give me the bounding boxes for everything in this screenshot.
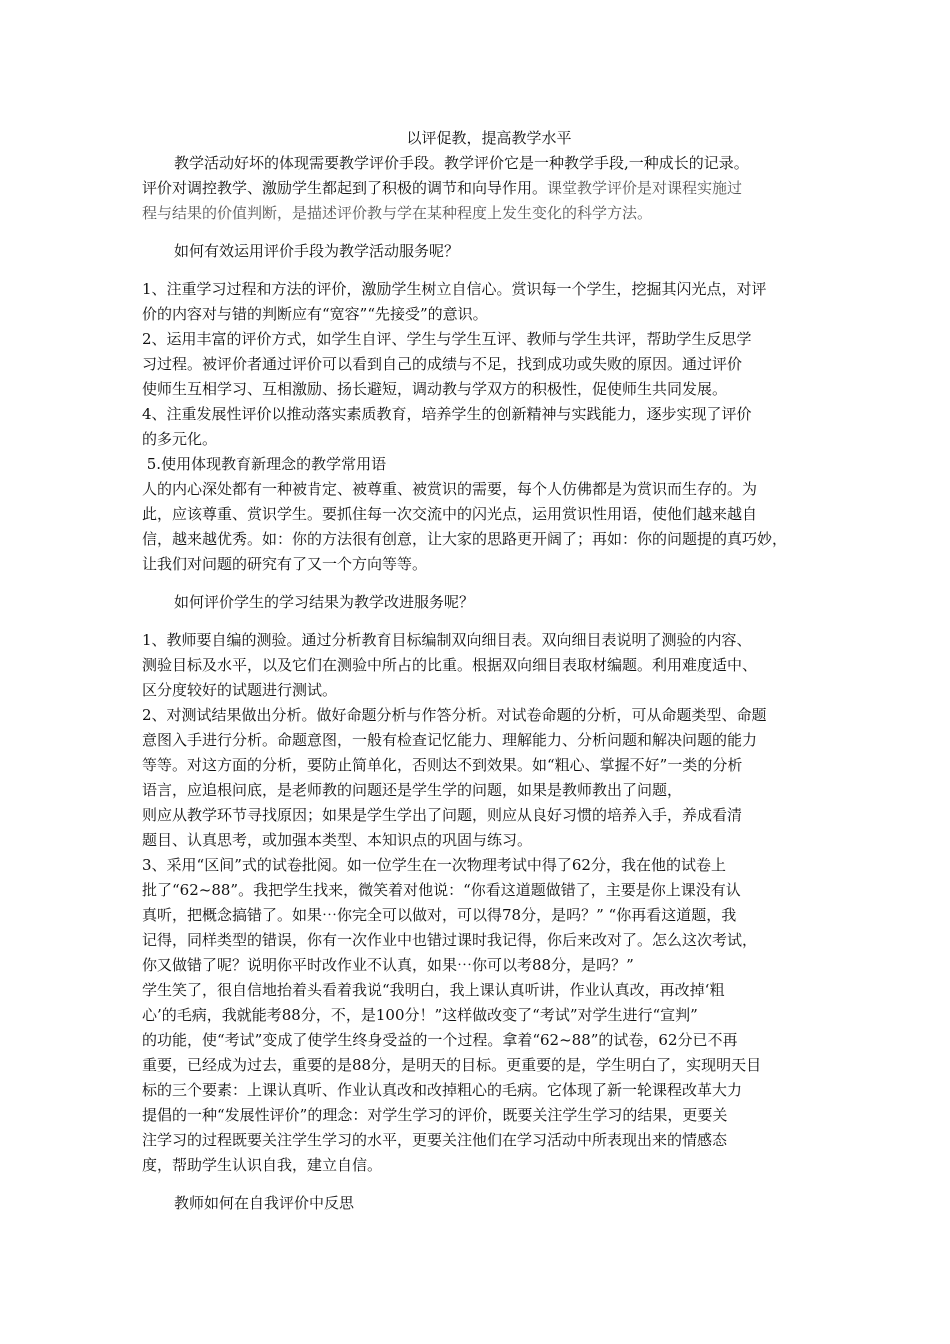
- body-line: 2、对测试结果做出分析。做好命题分析与作答分析。对试卷命题的分析，可从命题类型、命题: [142, 706, 767, 724]
- body-line: 人的内心深处都有一种被肯定、被尊重、被赏识的需要，每个人仿佛都是为赏识而生存的。为: [142, 480, 758, 498]
- body-line: 提倡的一种“发展性评价”的理念：对学生学习的评价，既要关注学生学习的结果，更要关: [142, 1106, 728, 1124]
- intro-text-gray: 课堂教学评价是对课程实施过: [547, 179, 743, 197]
- body-line: 真听，把概念搞错了。如果⋯你完全可以做对，可以得78分，是吗？” “你再看这道题，我: [142, 906, 737, 924]
- section-heading: 如何有效运用评价手段为教学活动服务呢？: [174, 242, 460, 260]
- body-line: 重要，已经成为过去，重要的是88分，是明天的目标。更重要的是，学生明白了，实现明天目: [142, 1056, 762, 1074]
- intro-line: 程与结果的价值判断，是描述评价教与学在某种程度上发生变化的科学方法。: [142, 204, 653, 222]
- body-line: 则应从教学环节寻找原因；如果是学生学出了问题，则应从良好习惯的培养入手，养成看清: [142, 806, 743, 824]
- body-line: 注学习的过程既要关注学生学习的水平，更要关注他们在学习活动中所表现出来的情感态: [142, 1131, 728, 1149]
- body-line: 1、教师要自编的测验。通过分析教育目标编制双向细目表。双向细目表说明了测验的内容、: [142, 631, 752, 649]
- body-line: 你又做错了呢？说明你平时改作业不认真，如果⋯你可以考88分，是吗？”: [142, 956, 634, 974]
- intro-line: [142, 176, 812, 201]
- section-heading: 教师如何在自我评价中反思: [174, 1194, 355, 1212]
- body-line: 心’的毛病，我就能考88分，不，是100分！”这样做改变了“考试”对学生进行“宣判”: [142, 1006, 698, 1024]
- body-line: 1、注重学习过程和方法的评价，激励学生树立自信心。赏识每一个学生，挖掘其闪光点，对评: [142, 280, 767, 298]
- body-line: 批了“62~88”。我把学生找来，微笑着对他说：“你看这道题做错了，主要是你上课没有认: [142, 881, 741, 899]
- body-line: 3、采用“区间”式的试卷批阅。如一位学生在一次物理考试中得了62分，我在他的试卷上: [142, 856, 726, 874]
- body-line: 题目、认真思考，或加强本类型、本知识点的巩固与练习。: [142, 831, 533, 849]
- body-line: 的功能，使“考试”变成了使学生终身受益的一个过程。拿着“62~88”的试卷，62分已不再: [142, 1031, 738, 1049]
- body-line: 区分度较好的试题进行测试。: [142, 681, 338, 699]
- intro-line: 教学活动好坏的体现需要教学评价手段。教学评价它是一种教学手段,一种成长的记录。: [174, 154, 749, 172]
- body-line: 使师生互相学习、互相激励、扬长避短，调动教与学双方的积极性，促使师生共同发展。: [142, 380, 728, 398]
- body-line: 记得，同样类型的错误，你有一次作业中也错过课时我记得，你后来改对了。怎么这次考试，: [142, 931, 758, 949]
- body-line: 5.使用体现教育新理念的教学常用语: [142, 455, 387, 473]
- body-line: 等等。对这方面的分析，要防止简单化，否则达不到效果。如“粗心、掌握不好”一类的分析: [142, 756, 743, 774]
- intro-text: 评价对调控教学、激励学生都起到了积极的调节和向导作用。: [142, 179, 548, 197]
- document-page: [142, 126, 812, 1216]
- body-line: 2、运用丰富的评价方式，如学生自评、学生与学生互评、教师与学生共评，帮助学生反思学: [142, 330, 752, 348]
- body-line: 习过程。被评价者通过评价可以看到自己的成绩与不足，找到成功或失败的原因。通过评价: [142, 355, 743, 373]
- body-line: 价的内容对与错的判断应有“宽容”“先接受”的意识。: [142, 305, 488, 323]
- body-line: 标的三个要素：上课认真听、作业认真改和改掉粗心的毛病。它体现了新一轮课程改革大力: [142, 1081, 743, 1099]
- body-line: 语言，应追根问底，是老师教的问题还是学生学的问题，如果是教师教出了问题，: [142, 781, 683, 799]
- body-line: 意图入手进行分析。命题意图，一般有检查记忆能力、理解能力、分析问题和解决问题的能力: [142, 731, 758, 749]
- section-heading: 如何评价学生的学习结果为教学改进服务呢？: [174, 593, 475, 611]
- body-line: 此，应该尊重、赏识学生。要抓住每一次交流中的闪光点，运用赏识性用语，使他们越来越自: [142, 505, 758, 523]
- document-title: 以评促教，提高教学水平: [406, 129, 572, 147]
- body-line: 4、注重发展性评价以推动落实素质教育，培养学生的创新精神与实践能力，逐步实现了评价: [142, 405, 752, 423]
- body-line: 度，帮助学生认识自我，建立自信。: [142, 1156, 383, 1174]
- body-line: 信，越来越优秀。如：你的方法很有创意，让大家的思路更开阔了；再如：你的问题提的真巧妙，: [142, 530, 788, 548]
- body-line: 的多元化。: [142, 430, 218, 448]
- body-line: 学生笑了，很自信地抬着头看着我说“我明白，我上课认真听讲，作业认真改，再改掉‘粗: [142, 981, 725, 999]
- body-line: 测验目标及水平，以及它们在测验中所占的比重。根据双向细目表取材编题。利用难度适中、: [142, 656, 758, 674]
- body-line: 让我们对问题的研究有了又一个方向等等。: [142, 555, 428, 573]
